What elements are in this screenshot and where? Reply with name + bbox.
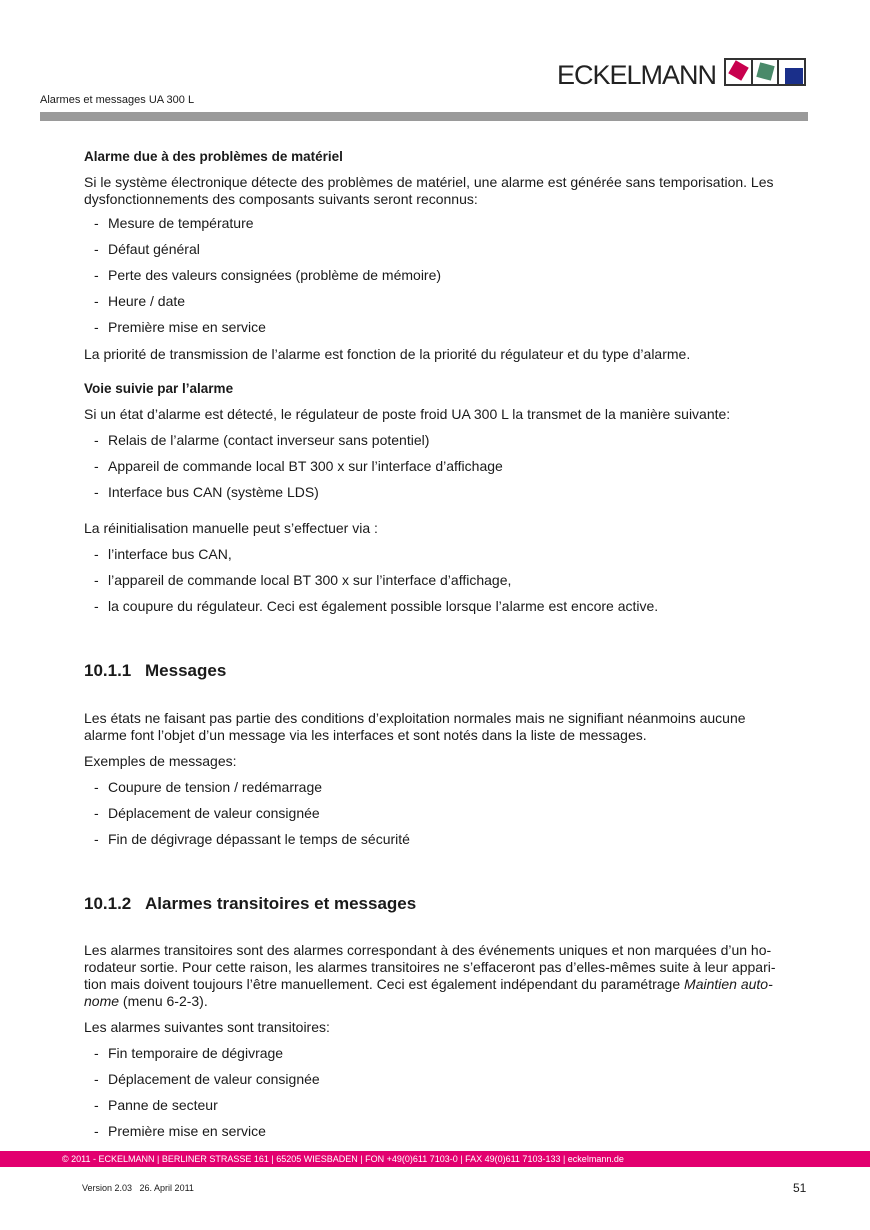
list-item: - Défaut général xyxy=(94,241,200,257)
section-title: 10.1.2 Alarmes transitoires et messages xyxy=(84,894,417,913)
paragraph: Si un état d’alarme est détecté, le régulateur de poste froid UA 300 L la transmet de la manière suivante: xyxy=(84,406,731,422)
list-item: - Première mise en service xyxy=(94,1123,266,1139)
paragraph: Si le système électronique détecte des problèmes de matériel, une alarme est générée sans temporisation. Les dysfonctionnements des composants suivants seront reconnus: xyxy=(84,174,774,207)
paragraph: Exemples de messages: xyxy=(84,753,237,769)
list-item: - Fin de dégivrage dépassant le temps de sécurité xyxy=(94,831,410,847)
list-item: - Déplacement de valeur consignée xyxy=(94,805,320,821)
header-divider xyxy=(40,112,808,121)
paragraph: Les alarmes transitoires sont des alarmes correspondant à des événements uniques et non marquées d’un ho- rodateur sortie. Pour cette raison, les alarmes transitoires ne s’effaceront pas d’elles-mêmes suite à leur appari- tion mais doivent toujours l’être manuellement. Ceci est également indépendant du paramétrage Maintien auto- nome (menu 6-2-3). xyxy=(84,942,776,1009)
list-item: - Panne de secteur xyxy=(94,1097,218,1113)
page-number: 51 xyxy=(793,1181,807,1195)
footer-address: © 2011 - ECKELMANN | BERLINER STRASSE 161 | 65205 WIESBADEN | FON +49(0)611 7103-0 | FAX 49(0)611 7103-133 | eckelmann.de xyxy=(62,1154,624,1164)
list-item: - l’appareil de commande local BT 300 x sur l’interface d’affichage, xyxy=(94,572,512,588)
list-item: - Première mise en service xyxy=(94,319,266,335)
list-item: - Fin temporaire de dégivrage xyxy=(94,1045,284,1061)
footer-bar xyxy=(0,1151,870,1167)
list-item: - l’interface bus CAN, xyxy=(94,546,232,562)
paragraph: La réinitialisation manuelle peut s’effectuer via : xyxy=(84,520,378,536)
list-item: - Mesure de température xyxy=(94,215,254,231)
list-item: - Heure / date xyxy=(94,293,186,309)
list-item: - Interface bus CAN (système LDS) xyxy=(94,484,319,500)
list-item: - Coupure de tension / redémarrage xyxy=(94,779,323,795)
list-item: - Appareil de commande local BT 300 x sur l’interface d’affichage xyxy=(94,458,503,474)
section-heading: Voie suivie par l’alarme xyxy=(84,381,234,396)
list-item: - Perte des valeurs consignées (problème de mémoire) xyxy=(94,267,442,283)
logo: ECKELMANN xyxy=(557,60,717,90)
list-item: - la coupure du régulateur. Ceci est également possible lorsque l’alarme est encore active. xyxy=(94,598,659,614)
section-title: 10.1.1 Messages xyxy=(84,661,227,680)
list-item: - Déplacement de valeur consignée xyxy=(94,1071,320,1087)
paragraph: La priorité de transmission de l’alarme est fonction de la priorité du régulateur et du type d’alarme. xyxy=(84,346,691,362)
version-info: Version 2.03 26. April 2011 xyxy=(82,1183,194,1193)
list-item: - Relais de l’alarme (contact inverseur sans potentiel) xyxy=(94,432,430,448)
paragraph: Les alarmes suivantes sont transitoires: xyxy=(84,1019,330,1035)
logo-mark xyxy=(724,58,806,86)
section-heading: Alarme due à des problèmes de matériel xyxy=(84,149,343,164)
header-label: Alarmes et messages UA 300 L xyxy=(40,94,195,106)
paragraph: Les états ne faisant pas partie des conditions d’exploitation normales mais ne signifiant néanmoins aucune alarme font l’objet d’un message via les interfaces et sont notés dans la liste de messages. xyxy=(84,710,746,743)
